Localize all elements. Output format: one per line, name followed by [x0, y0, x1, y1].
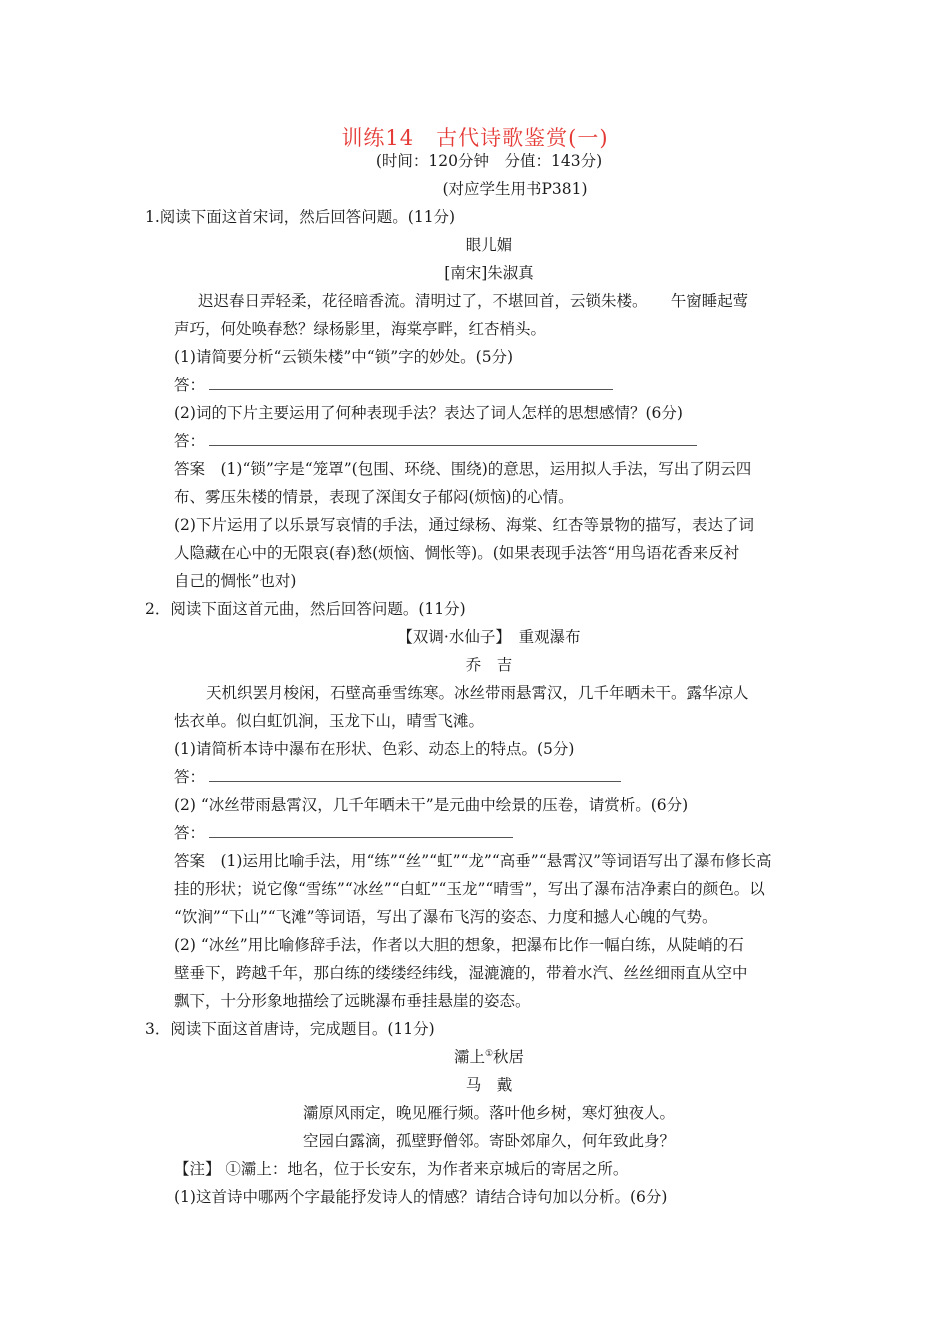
q2-answer-blank-2	[174, 821, 513, 843]
q1-poem-line-1: 迟迟春日弄轻柔，花径暗香流。清明过了，不堪回首，云锁朱楼。 午窗睡起莺	[198, 292, 749, 310]
q1-answer-2-line-3: 自己的惆怅”也对)	[174, 572, 297, 590]
page-title: 训练14 古代诗歌鉴赏(一)	[341, 126, 609, 150]
q2-answer-2-line-3: 飘下，十分形象地描绘了远眺瀑布垂挂悬崖的姿态。	[174, 992, 531, 1010]
q3-poem-line-1: 灞原风雨定，晚见雁行频。落叶他乡树，寒灯独夜人。	[302, 1104, 675, 1122]
q2-answer-2-line-1: (2) “冰丝”用比喻修辞手法，作者以大胆的想象，把瀑布比作一幅白练，从陡峭的石	[174, 936, 744, 954]
q3-note: 【注】 ①灞上：地名，位于长安东，为作者来京城后的寄居之所。	[174, 1160, 629, 1178]
q2-prompt: 2．阅读下面这首元曲，然后回答问题。(11分)	[145, 600, 466, 618]
q1-sub-question-2: (2)词的下片主要运用了何种表现手法？表达了词人怎样的思想感情？(6分)	[174, 404, 683, 422]
q3-poem-title	[14, 1045, 950, 1067]
q2-answer-blank-1	[174, 765, 621, 787]
q2-poem-title: 【双调·水仙子】 重观瀑布	[397, 628, 581, 646]
answer-underline	[209, 767, 621, 782]
q1-answer-blank-1	[174, 373, 613, 395]
q2-answer-2-line-2: 壁垂下，跨越千年，那白练的缕缕经纬线，湿漉漉的，带着水汽、丝丝细雨直从空中	[174, 964, 748, 982]
q2-author: 乔 吉	[465, 656, 513, 674]
answer-label: 答：	[174, 768, 206, 786]
q3-poem-title-part-a: 灞上	[453, 1048, 485, 1066]
q1-answer-blank-2	[174, 429, 697, 451]
answer-underline	[209, 375, 613, 390]
q1-answer-1-line-1: 答案 (1)“锁”字是“笼罩”(包围、环绕、围绕)的意思，运用拟人手法，写出了阴云四	[174, 460, 752, 478]
answer-underline	[209, 431, 697, 446]
answer-label: 答：	[174, 824, 206, 842]
time-score-info: (时间：120分钟 分值：143分)	[375, 152, 603, 170]
q3-prompt: 3．阅读下面这首唐诗，完成题目。(11分)	[145, 1020, 435, 1038]
q1-answer-2-line-1: (2)下片运用了以乐景写哀情的手法，通过绿杨、海棠、红杏等景物的描写，表达了词	[174, 516, 754, 534]
footnote-marker: ①	[484, 1048, 494, 1059]
q1-answer-2-line-2: 人隐藏在心中的无限哀(春)愁(烦恼、惆怅等)。(如果表现手法答“用鸟语花香来反衬	[174, 544, 740, 562]
answer-label: 答：	[174, 432, 206, 450]
q2-poem-line-1: 天机织罢月梭闲，石壁高垂雪练寒。冰丝带雨悬霄汉，几千年晒未干。露华凉人	[206, 684, 749, 702]
answer-underline	[209, 823, 513, 838]
q2-sub-question-2: (2) “冰丝带雨悬霄汉，几千年晒未干”是元曲中绘景的压卷，请赏析。(6分)	[174, 796, 689, 814]
answer-label: 答：	[174, 376, 206, 394]
q1-prompt: 1.阅读下面这首宋词，然后回答问题。(11分)	[145, 208, 456, 226]
book-reference: (对应学生用书P381)	[442, 180, 588, 198]
q1-author: [南宋]朱淑真	[444, 264, 534, 282]
q3-poem-line-2: 空园白露滴，孤壁野僧邻。寄卧郊扉久，何年致此身？	[302, 1132, 675, 1150]
q1-poem-title: 眼儿媚	[465, 236, 513, 254]
q2-answer-1-line-3: “饮涧”“下山”“飞滩”等词语，写出了瀑布飞泻的姿态、力度和撼人心魄的气势。	[174, 908, 718, 926]
q1-sub-question-1: (1)请简要分析“云锁朱楼”中“锁”字的妙处。(5分)	[174, 348, 514, 366]
q2-poem-line-2: 怯衣单。似白虹饥涧，玉龙下山，晴雪飞滩。	[174, 712, 485, 730]
q3-author: 马 戴	[465, 1076, 513, 1094]
q3-poem-title-part-b: 秋居	[493, 1048, 525, 1066]
q2-answer-1-line-1: 答案 (1)运用比喻手法，用“练”“丝”“虹”“龙”“高垂”“悬霄汉”等词语写出了瀑布修长高	[174, 852, 772, 870]
q3-sub-question-1: (1)这首诗中哪两个字最能抒发诗人的情感？请结合诗句加以分析。(6分)	[174, 1188, 668, 1206]
q2-sub-question-1: (1)请简析本诗中瀑布在形状、色彩、动态上的特点。(5分)	[174, 740, 575, 758]
q1-poem-line-2: 声巧，何处唤春愁？绿杨影里，海棠亭畔，红杏梢头。	[174, 320, 547, 338]
q1-answer-1-line-2: 布、雾压朱楼的情景，表现了深闺女子郁闷(烦恼)的心情。	[174, 488, 574, 506]
q2-answer-1-line-2: 挂的形状；说它像“雪练”“冰丝”“白虹”“玉龙”“晴雪”，写出了瀑布洁净素白的颜色。以	[174, 880, 765, 898]
